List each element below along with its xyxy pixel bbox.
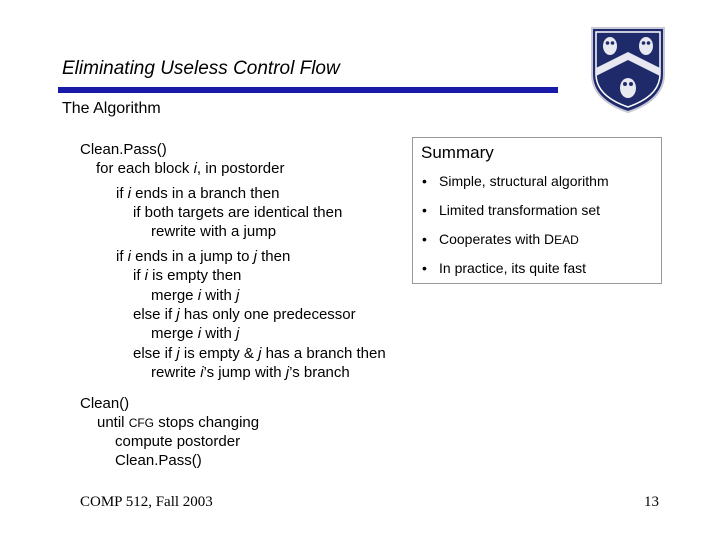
- slide-title: Eliminating Useless Control Flow: [62, 58, 340, 79]
- code-line-merge-2: merge i with j: [151, 325, 240, 342]
- code-line-if-identical: if both targets are identical then: [133, 204, 343, 221]
- code-line-if-empty: if i is empty then: [133, 267, 242, 284]
- page-number: 13: [644, 494, 659, 510]
- summary-item: • Cooperates with DEAD: [422, 231, 579, 247]
- code-line-clean: Clean(): [80, 395, 130, 412]
- bullet-icon: •: [422, 173, 427, 189]
- code-line-for-each-block: for each block i, in postorder: [96, 160, 285, 177]
- code-line-rewrite-branch: rewrite i’s jump with j’s branch: [151, 364, 350, 381]
- summary-item: • Simple, structural algorithm: [422, 173, 609, 189]
- code-line-until-cfg: until CFG stops changing: [97, 414, 260, 431]
- code-line-else-empty-branch: else if j is empty & j has a branch then: [133, 345, 386, 362]
- bullet-icon: •: [422, 260, 427, 276]
- code-line-clean-pass: Clean.Pass(): [80, 141, 167, 158]
- code-line-rewrite-jump: rewrite with a jump: [151, 223, 277, 240]
- code-line-compute-postorder: compute postorder: [115, 433, 241, 450]
- summary-title: Summary: [421, 143, 494, 162]
- section-heading: The Algorithm: [62, 100, 161, 117]
- code-line-if-branch: if i ends in a branch then: [116, 185, 280, 202]
- rice-owl-shield-icon: [588, 24, 668, 114]
- code-line-else-predecessor: else if j has only one predecessor: [133, 306, 356, 323]
- summary-item: • In practice, its quite fast: [422, 260, 587, 276]
- title-underline: [58, 87, 558, 93]
- bullet-icon: •: [422, 202, 427, 218]
- footer-course: COMP 512, Fall 2003: [80, 494, 213, 510]
- summary-item: • Limited transformation set: [422, 202, 601, 218]
- bullet-icon: •: [422, 231, 427, 247]
- code-line-clean-pass-call: Clean.Pass(): [115, 452, 202, 469]
- code-line-merge-1: merge i with j: [151, 287, 240, 304]
- code-line-if-jump: if i ends in a jump to j then: [116, 248, 291, 265]
